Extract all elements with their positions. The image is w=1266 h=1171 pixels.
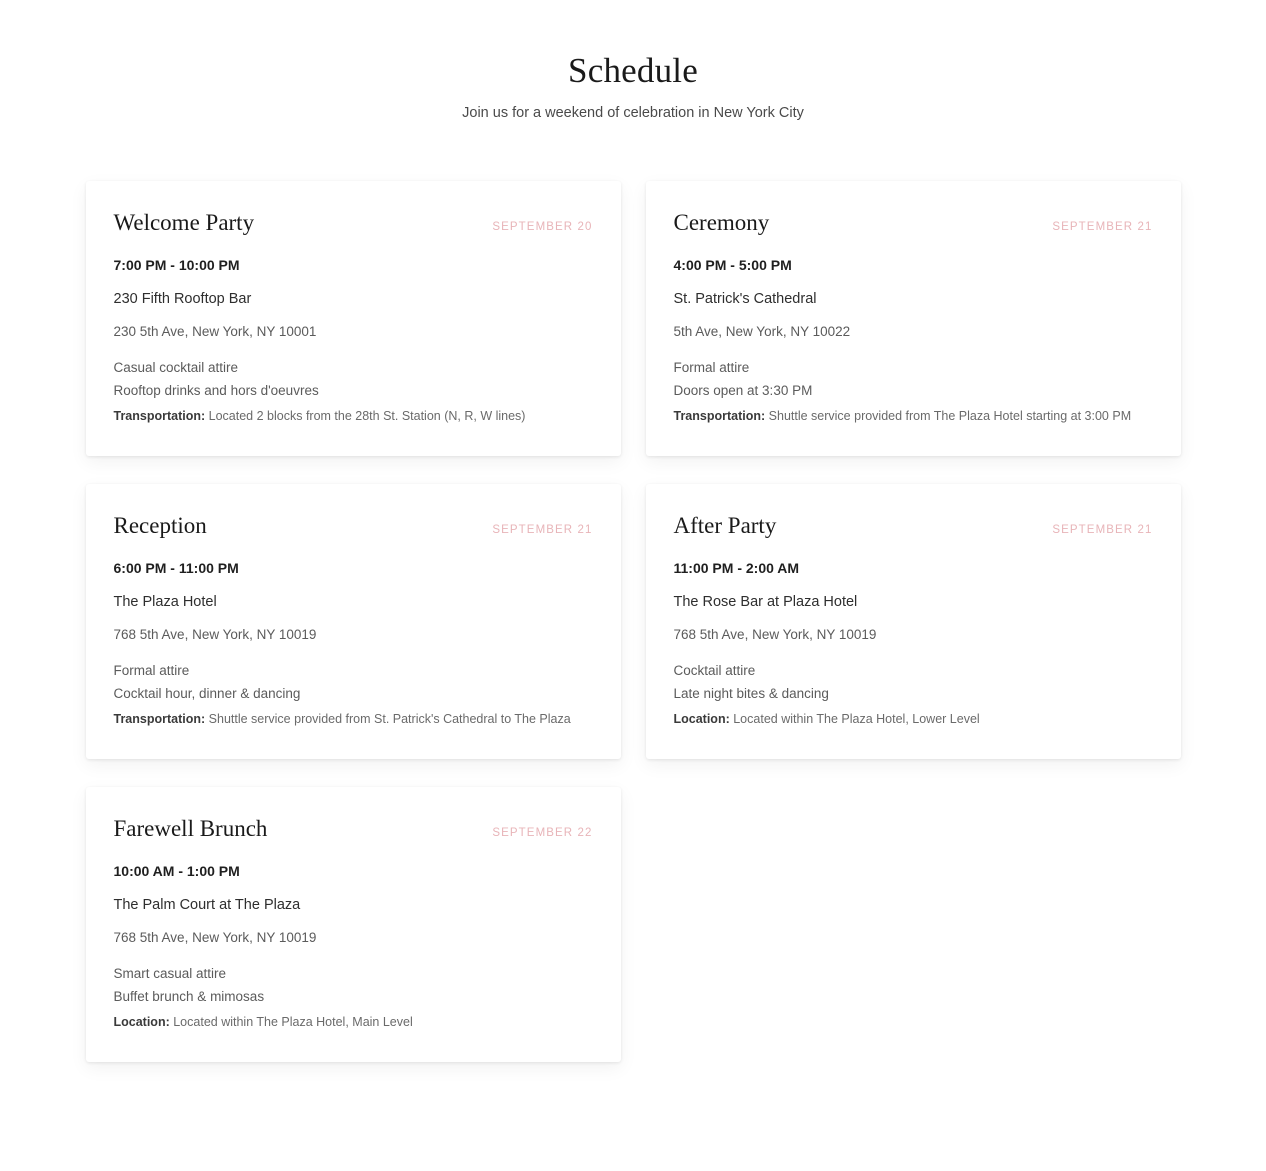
event-note-text: Located within The Plaza Hotel, Lower Level	[733, 712, 980, 727]
event-description: Buffet brunch & mimosas	[113, 989, 265, 1005]
event-card	[646, 484, 1181, 759]
event-note-text: Shuttle service provided from St. Patrick's Cathedral to The Plaza	[208, 712, 571, 727]
event-address: 768 5th Ave, New York, NY 10019	[113, 627, 317, 643]
page-title: Schedule	[568, 51, 698, 90]
event-note-label: Transportation:	[673, 409, 766, 424]
event-address: 768 5th Ave, New York, NY 10019	[113, 930, 317, 946]
event-card	[646, 181, 1181, 456]
event-note-label: Transportation:	[113, 712, 206, 727]
event-card-header	[114, 512, 593, 540]
event-venue: The Palm Court at The Plaza	[113, 897, 301, 914]
event-attire: Smart casual attire	[113, 966, 227, 982]
event-time: 11:00 PM - 2:00 AM	[673, 560, 800, 577]
event-time: 10:00 AM - 1:00 PM	[113, 863, 240, 880]
event-card	[86, 181, 621, 456]
event-address: 230 5th Ave, New York, NY 10001	[113, 324, 317, 340]
event-date: SEPTEMBER 21	[1052, 220, 1153, 233]
event-venue: The Plaza Hotel	[113, 594, 217, 611]
event-card	[86, 484, 621, 759]
event-card	[86, 787, 621, 1062]
event-note-label: Location:	[113, 1015, 170, 1030]
event-note-label: Location:	[673, 712, 730, 727]
event-address: 768 5th Ave, New York, NY 10019	[673, 627, 877, 643]
event-attire: Formal attire	[673, 360, 750, 376]
event-note-label: Transportation:	[113, 409, 206, 424]
event-description: Doors open at 3:30 PM	[673, 383, 813, 399]
event-date: SEPTEMBER 21	[492, 523, 593, 536]
event-attire: Cocktail attire	[673, 663, 756, 679]
event-description: Rooftop drinks and hors d'oeuvres	[113, 383, 319, 399]
event-address: 5th Ave, New York, NY 10022	[673, 324, 851, 340]
event-note-text: Located within The Plaza Hotel, Main Level	[173, 1015, 413, 1030]
event-venue: St. Patrick's Cathedral	[673, 291, 817, 308]
schedule-card-grid	[0, 181, 1266, 1062]
event-attire: Formal attire	[113, 663, 190, 679]
event-date: SEPTEMBER 22	[492, 826, 593, 839]
page-header	[0, 52, 1266, 121]
event-card-header	[114, 209, 593, 237]
event-description: Cocktail hour, dinner & dancing	[113, 686, 301, 702]
event-card-header	[114, 815, 593, 843]
event-venue: 230 Fifth Rooftop Bar	[113, 291, 252, 308]
event-title: Ceremony	[673, 209, 770, 235]
event-title: After Party	[673, 512, 777, 538]
event-title: Welcome Party	[113, 209, 255, 235]
event-note-text: Shuttle service provided from The Plaza Hotel starting at 3:00 PM	[768, 409, 1132, 424]
event-date: SEPTEMBER 20	[492, 220, 593, 233]
event-time: 6:00 PM - 11:00 PM	[113, 560, 239, 577]
event-note	[114, 711, 593, 729]
event-note	[114, 408, 593, 426]
event-date: SEPTEMBER 21	[1052, 523, 1153, 536]
event-card-header	[674, 209, 1153, 237]
event-time: 7:00 PM - 10:00 PM	[113, 257, 240, 274]
event-note-text: Located 2 blocks from the 28th St. Station (N, R, W lines)	[208, 409, 526, 424]
page-subtitle: Join us for a weekend of celebration in New York City	[462, 104, 804, 121]
event-title: Reception	[113, 512, 207, 538]
event-note	[674, 408, 1153, 426]
event-description: Late night bites & dancing	[673, 686, 829, 702]
event-attire: Casual cocktail attire	[113, 360, 239, 376]
event-title: Farewell Brunch	[113, 815, 268, 841]
event-card-header	[674, 512, 1153, 540]
event-note	[674, 711, 1153, 729]
event-note	[114, 1014, 593, 1032]
event-venue: The Rose Bar at Plaza Hotel	[673, 594, 858, 611]
event-time: 4:00 PM - 5:00 PM	[673, 257, 792, 274]
